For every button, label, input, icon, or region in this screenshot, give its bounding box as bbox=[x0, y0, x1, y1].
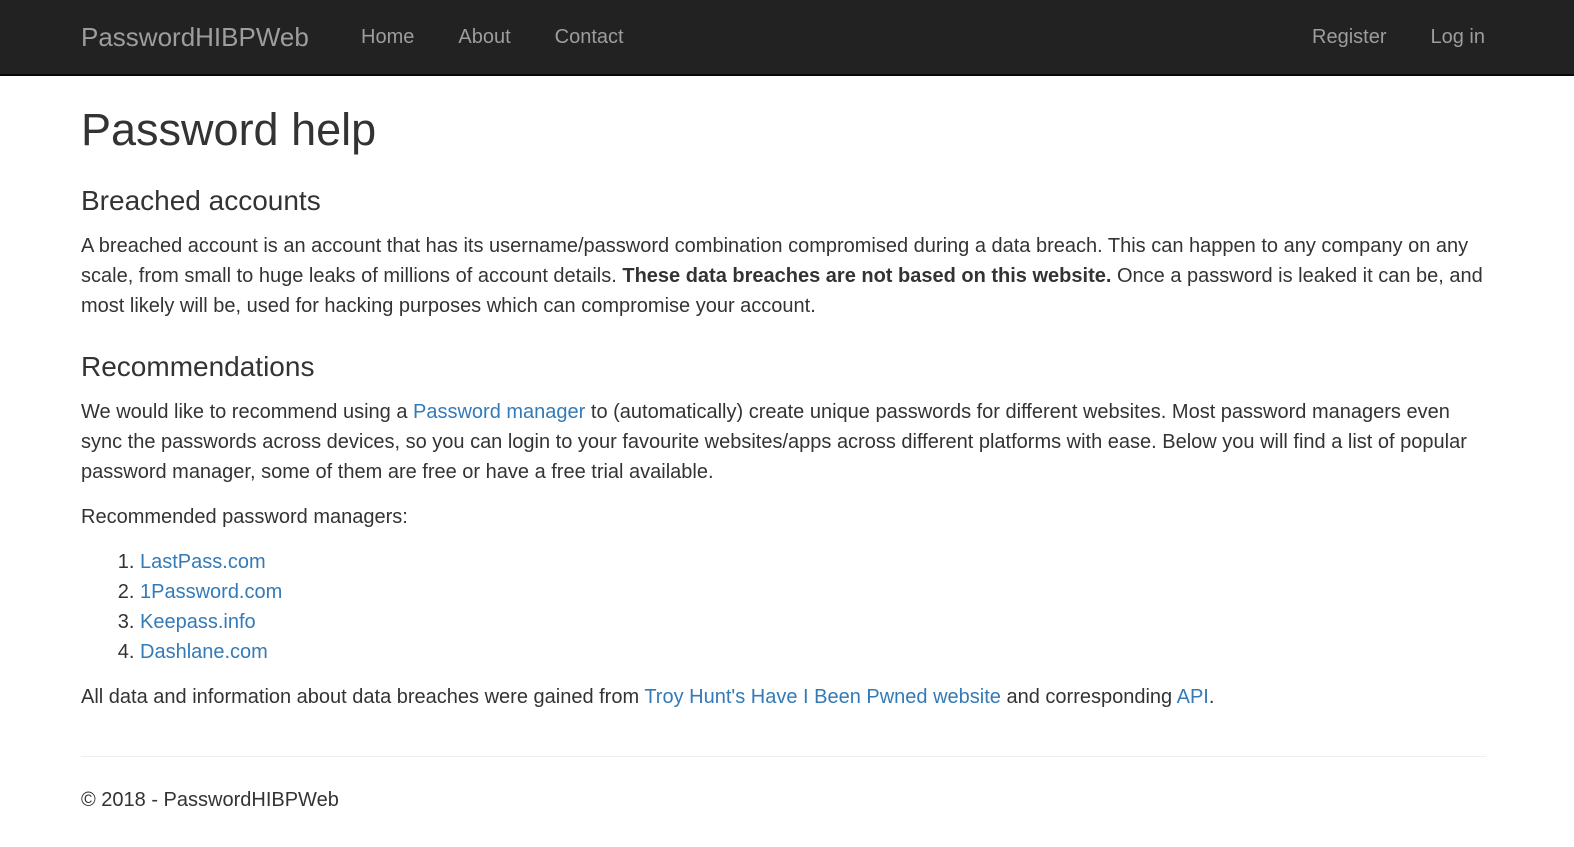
dashlane-link[interactable]: Dashlane.com bbox=[140, 641, 268, 663]
password-manager-list bbox=[81, 547, 1486, 667]
brand-link[interactable]: PasswordHIBPWeb bbox=[81, 22, 309, 52]
list-item bbox=[140, 577, 1486, 607]
recommendations-text-1: We would like to recommend using a bbox=[81, 401, 414, 423]
main-content bbox=[81, 76, 1486, 815]
list-item bbox=[140, 607, 1486, 637]
list-item bbox=[140, 547, 1486, 577]
breached-text-2: Once a password is leaked it can be, and most likely will be, used for hacking purposes which can compromise your account. bbox=[81, 265, 1483, 317]
recommendations-heading: Recommendations bbox=[81, 351, 315, 382]
account-nav bbox=[1290, 0, 1507, 74]
breached-accounts-paragraph bbox=[81, 231, 1486, 321]
register-link[interactable]: Register bbox=[1312, 26, 1387, 48]
page-footer bbox=[81, 785, 1486, 815]
api-link[interactable]: API bbox=[1176, 686, 1209, 708]
recommendations-paragraph bbox=[81, 397, 1486, 487]
list-item bbox=[140, 637, 1486, 667]
top-navbar bbox=[0, 0, 1574, 76]
data-source-paragraph bbox=[81, 682, 1486, 712]
source-text-3: . bbox=[1208, 686, 1215, 708]
breached-accounts-heading: Breached accounts bbox=[81, 185, 321, 216]
password-manager-link[interactable]: Password manager bbox=[413, 401, 586, 423]
copyright-text: © 2018 - PasswordHIBPWeb bbox=[81, 789, 339, 811]
breached-text-1: A breached account is an account that has its username/password combination compromised during a data breach. This can happen to any company on any scale, from small to huge leaks of millions of account details. bbox=[81, 235, 1469, 287]
nav-home-link[interactable]: Home bbox=[361, 26, 415, 48]
recommended-list-intro: Recommended password managers: bbox=[81, 506, 408, 528]
source-text-2: and corresponding bbox=[1000, 686, 1177, 708]
nav-about-link[interactable]: About bbox=[458, 26, 511, 48]
page-title: Password help bbox=[81, 104, 377, 155]
breached-bold-text: These data breaches are not based on this website. bbox=[622, 265, 1112, 287]
recommendations-text-2: to (automatically) create unique passwords for different websites. Most password managers even sync the passwords across devices, so you can login to your favourite websites/apps across different platforms with ease. Below you will find a list of popular password manager, some of them are free or have a free trial available. bbox=[81, 401, 1467, 483]
login-link[interactable]: Log in bbox=[1430, 26, 1485, 48]
nav-contact-link[interactable]: Contact bbox=[554, 26, 624, 48]
hibp-website-link[interactable]: Troy Hunt's Have I Been Pwned website bbox=[644, 686, 1001, 708]
keepass-link[interactable]: Keepass.info bbox=[140, 611, 256, 633]
main-nav bbox=[339, 0, 646, 74]
source-text-1: All data and information about data breaches were gained from bbox=[81, 686, 645, 708]
lastpass-link[interactable]: LastPass.com bbox=[140, 551, 266, 573]
onepassword-link[interactable]: 1Password.com bbox=[140, 581, 283, 603]
footer-divider bbox=[81, 756, 1486, 757]
